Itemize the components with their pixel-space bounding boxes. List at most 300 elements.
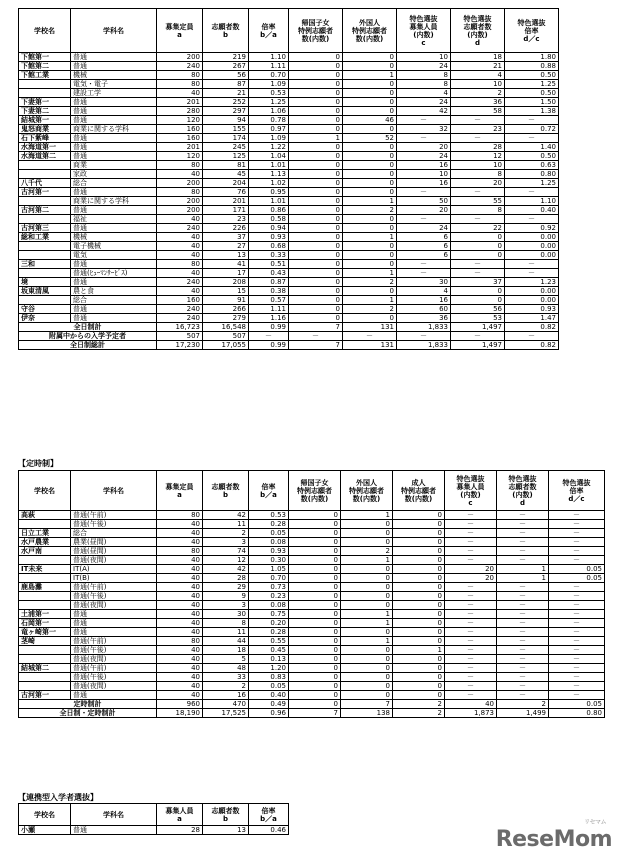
school-name-cell: 高萩 [19,511,71,520]
value-cell: 0.23 [249,592,289,601]
zennichi-header-row [19,9,559,53]
value-cell: 87 [203,80,249,89]
value-cell: 160 [157,125,203,134]
value-cell: 16 [203,691,249,700]
value-cell: 240 [157,305,203,314]
school-name-cell [19,215,71,224]
value-cell: 0 [341,601,393,610]
value-cell: 0 [451,287,505,296]
value-cell: 58 [451,107,505,116]
value-cell: 0 [289,655,341,664]
value-cell: － [549,628,605,637]
value-cell: 0.45 [249,646,289,655]
summary-label: 全日制計 [19,323,157,332]
value-cell: 36 [451,98,505,107]
course-cell: 普通(午前) [71,511,157,520]
value-cell: － [451,269,505,278]
summary-value: 131 [343,323,397,332]
value-cell: 0 [343,152,397,161]
value-cell: 16 [397,296,451,305]
value-cell: 0 [289,637,341,646]
value-cell: 200 [157,53,203,62]
column-header: 特色選抜 募集人員 (内数) c [445,471,497,511]
value-cell: 0 [289,161,343,170]
column-header: 募集定員 a [157,9,203,53]
value-cell: － [549,520,605,529]
value-cell: 0 [343,53,397,62]
value-cell: － [497,646,549,655]
value-cell: 12 [451,152,505,161]
value-cell: 20 [445,565,497,574]
table-row [19,565,605,574]
summary-value: － [505,332,559,341]
value-cell: 0 [289,188,343,197]
value-cell: 0 [289,529,341,538]
value-cell: 1.38 [505,107,559,116]
summary-value: 7 [341,700,393,709]
value-cell: 32 [397,125,451,134]
value-cell: 80 [157,260,203,269]
value-cell: － [505,269,559,278]
summary-value: 17,230 [157,341,203,350]
table-row [19,314,559,323]
column-header: 募集定員 a [157,471,203,511]
value-cell: 1.13 [249,170,289,179]
value-cell: － [549,538,605,547]
value-cell: － [497,538,549,547]
value-cell: 0.00 [505,233,559,242]
school-name-cell: 下館第二 [19,62,71,71]
course-cell: 普通 [71,116,157,125]
value-cell: 41 [203,260,249,269]
course-cell: 普通 [71,206,157,215]
course-cell: 普通(午前) [71,664,157,673]
value-cell: 18 [203,646,249,655]
course-cell: 普通 [71,314,157,323]
value-cell: 0 [393,691,445,700]
table-row [19,71,559,80]
value-cell: 0 [393,511,445,520]
value-cell: 240 [157,62,203,71]
value-cell: 80 [157,80,203,89]
value-cell: 0 [343,215,397,224]
summary-value: 960 [157,700,203,709]
value-cell: 0.94 [249,224,289,233]
value-cell: 125 [203,152,249,161]
value-cell: 1.80 [505,53,559,62]
value-cell: － [497,673,549,682]
value-cell: 40 [157,287,203,296]
value-cell: － [497,520,549,529]
column-header: 特色選抜 倍率 d／c [505,9,559,53]
summary-label: 全日制総計 [19,341,157,350]
table-row [19,116,559,125]
value-cell: 0 [451,296,505,305]
course-cell: 建設工学 [71,89,157,98]
value-cell: 1 [341,637,393,646]
value-cell: 0.46 [249,826,289,835]
summary-value: 0 [289,700,341,709]
value-cell: 76 [203,188,249,197]
value-cell: － [397,188,451,197]
table-row [19,188,559,197]
value-cell: 201 [157,143,203,152]
column-header: 学科名 [71,9,157,53]
course-cell: 普通 [71,224,157,233]
value-cell: 11 [203,520,249,529]
column-header: 成人 特例志願者 数(内数) [393,471,445,511]
column-header: 倍率 b／a [249,471,289,511]
value-cell: － [497,619,549,628]
value-cell: 0.93 [249,547,289,556]
value-cell: 42 [397,107,451,116]
value-cell: 28 [203,574,249,583]
table-row [19,305,559,314]
value-cell: － [445,547,497,556]
table-row [19,161,559,170]
table-row [19,260,559,269]
value-cell: 0 [341,682,393,691]
value-cell: 1 [343,71,397,80]
value-cell: 0 [289,646,341,655]
value-cell: 0.53 [249,89,289,98]
value-cell: － [497,637,549,646]
value-cell: 40 [157,565,203,574]
value-cell: － [445,655,497,664]
value-cell: 24 [397,224,451,233]
value-cell: － [549,556,605,565]
table-row [19,269,559,278]
table-row [19,547,605,556]
school-name-cell [19,89,71,98]
value-cell: － [451,215,505,224]
value-cell: 0 [289,538,341,547]
table-row [19,520,605,529]
value-cell: 120 [157,116,203,125]
school-name-cell: 竜ヶ崎第一 [19,628,71,637]
value-cell: 1 [497,565,549,574]
school-name-cell [19,161,71,170]
value-cell: 0.53 [249,511,289,520]
course-cell: 普通 [71,278,157,287]
summary-value: 1,833 [397,341,451,350]
table-row [19,107,559,116]
value-cell: 1.16 [249,314,289,323]
value-cell: 80 [157,71,203,80]
school-name-cell [19,574,71,583]
value-cell: 8 [203,619,249,628]
value-cell: 40 [157,592,203,601]
value-cell: － [497,610,549,619]
summary-value: 40 [445,700,497,709]
value-cell: 40 [157,583,203,592]
summary-value: 507 [203,332,249,341]
course-cell: 普通(昼間) [71,547,157,556]
course-cell: 機械 [71,233,157,242]
value-cell: 160 [157,134,203,143]
course-cell: 総合 [71,529,157,538]
table-row [19,62,559,71]
value-cell: 52 [343,134,397,143]
value-cell: 0 [289,592,341,601]
summary-value: 17,525 [203,709,249,718]
value-cell: 201 [157,98,203,107]
value-cell: 0.50 [505,89,559,98]
value-cell: 0 [343,314,397,323]
table-row [19,592,605,601]
value-cell: 0.08 [249,538,289,547]
table-row [19,691,605,700]
value-cell: 0 [343,260,397,269]
value-cell: 200 [157,179,203,188]
course-cell: 農業(昼間) [71,538,157,547]
summary-value: 0.05 [549,700,605,709]
value-cell: 6 [397,242,451,251]
value-cell: － [497,556,549,565]
value-cell: 0 [343,161,397,170]
value-cell: 208 [203,278,249,287]
value-cell: 1.10 [505,197,559,206]
value-cell: 0.00 [505,287,559,296]
value-cell: 8 [397,71,451,80]
value-cell: 0 [393,556,445,565]
school-name-cell [19,296,71,305]
value-cell: 0 [393,601,445,610]
table-row [19,80,559,89]
value-cell: 171 [203,206,249,215]
summary-value: 0.99 [249,323,289,332]
value-cell: 0 [289,206,343,215]
table-row [19,206,559,215]
value-cell: 28 [157,826,203,835]
value-cell: 21 [203,89,249,98]
value-cell: 10 [397,170,451,179]
value-cell: － [445,646,497,655]
summary-value: 1,833 [397,323,451,332]
value-cell: 240 [157,278,203,287]
value-cell: 1 [393,646,445,655]
value-cell: － [549,691,605,700]
value-cell: 1.40 [505,143,559,152]
table-row [19,296,559,305]
table-row [19,646,605,655]
summary-value: 0.80 [549,709,605,718]
value-cell: 0 [289,574,341,583]
value-cell: 0 [341,664,393,673]
value-cell: 0 [393,610,445,619]
summary-row [19,332,559,341]
value-cell: － [445,673,497,682]
course-cell: 普通 [71,107,157,116]
value-cell: － [445,556,497,565]
value-cell: 267 [203,62,249,71]
value-cell: － [497,691,549,700]
value-cell: － [497,592,549,601]
table-row [19,673,605,682]
summary-value: － [397,332,451,341]
school-name-cell [19,682,71,691]
value-cell: － [497,583,549,592]
value-cell: 0 [289,107,343,116]
value-cell: 12 [203,556,249,565]
value-cell: － [451,116,505,125]
column-header: 募集人員 a [157,804,203,826]
value-cell: 0.13 [249,655,289,664]
value-cell: 2 [343,305,397,314]
course-cell: 家政 [71,170,157,179]
value-cell: 0.78 [249,116,289,125]
column-header: 外国人 特例志願者 数(内数) [343,9,397,53]
summary-value: 0.99 [249,341,289,350]
table-row [19,278,559,287]
value-cell: 0 [289,71,343,80]
value-cell: 13 [203,251,249,260]
value-cell: 0 [393,547,445,556]
value-cell: 40 [157,664,203,673]
value-cell: 27 [203,242,249,251]
value-cell: 40 [157,601,203,610]
course-cell: IT(A) [71,565,157,574]
summary-value: 2 [497,700,549,709]
value-cell: 6 [397,233,451,242]
teiji-title: 【定時制】 [18,459,58,468]
value-cell: 0.05 [549,574,605,583]
value-cell: 22 [451,224,505,233]
value-cell: 0.97 [249,125,289,134]
course-cell: 普通 [71,610,157,619]
column-header: 学校名 [19,9,71,53]
summary-value: 0.82 [505,341,559,350]
value-cell: 0 [289,269,343,278]
value-cell: 80 [157,637,203,646]
value-cell: 1 [341,511,393,520]
value-cell: 240 [157,314,203,323]
course-cell: 総合 [71,179,157,188]
value-cell: 201 [203,197,249,206]
value-cell: － [445,610,497,619]
course-cell: 普通(午後) [71,592,157,601]
value-cell: 0 [393,628,445,637]
course-cell: 普通 [71,152,157,161]
school-name-cell: 伊奈 [19,314,71,323]
value-cell: － [549,682,605,691]
course-cell: 普通(夜間) [71,682,157,691]
value-cell: 0 [289,296,343,305]
value-cell: 120 [157,152,203,161]
value-cell: 33 [203,673,249,682]
school-name-cell: 古河第三 [19,224,71,233]
value-cell: － [549,601,605,610]
value-cell: 252 [203,98,249,107]
value-cell: － [397,134,451,143]
school-name-cell: 鹿島灘 [19,583,71,592]
value-cell: 1 [343,269,397,278]
value-cell: 40 [157,556,203,565]
value-cell: － [497,628,549,637]
value-cell: 0.51 [249,260,289,269]
school-name-cell: 土浦第一 [19,610,71,619]
value-cell: 266 [203,305,249,314]
value-cell: 0 [289,673,341,682]
school-name-cell [19,269,71,278]
value-cell: 4 [397,89,451,98]
table-row [19,233,559,242]
value-cell: 0 [341,673,393,682]
value-cell: 40 [157,574,203,583]
value-cell: 40 [157,610,203,619]
summary-value: 16,548 [203,323,249,332]
value-cell: 29 [203,583,249,592]
value-cell: － [445,619,497,628]
value-cell: 0.72 [505,125,559,134]
value-cell: 1.11 [249,62,289,71]
value-cell: 6 [397,251,451,260]
course-cell: 電子機械 [71,242,157,251]
course-cell: 普通 [71,188,157,197]
school-name-cell [19,655,71,664]
value-cell: 18 [451,53,505,62]
summary-value: 2 [393,700,445,709]
value-cell: 1 [341,610,393,619]
value-cell: 56 [451,305,505,314]
value-cell: 0 [289,583,341,592]
course-cell: 普通 [71,826,157,835]
school-name-cell: 日立工業 [19,529,71,538]
summary-row [19,341,559,350]
value-cell: 1 [341,619,393,628]
value-cell: 94 [203,116,249,125]
value-cell: 0 [289,179,343,188]
value-cell: 9 [203,592,249,601]
value-cell: 20 [445,574,497,583]
value-cell: 0 [393,592,445,601]
value-cell: 0.50 [505,71,559,80]
value-cell: 0 [343,287,397,296]
table-row [19,619,605,628]
value-cell: 0 [289,251,343,260]
school-name-cell [19,592,71,601]
value-cell: 40 [157,628,203,637]
value-cell: 0.28 [249,628,289,637]
value-cell: 1.50 [505,98,559,107]
value-cell: 0 [451,233,505,242]
renkei-table [18,803,289,835]
value-cell: 2 [343,278,397,287]
value-cell: 219 [203,53,249,62]
value-cell: 1 [289,134,343,143]
value-cell: 40 [157,529,203,538]
course-cell: 農と食 [71,287,157,296]
value-cell: 0 [289,143,343,152]
school-name-cell [19,80,71,89]
value-cell: 2 [341,547,393,556]
summary-value: － [249,332,289,341]
value-cell: 30 [203,610,249,619]
table-row [19,556,605,565]
column-header: 志願者数 b [203,804,249,826]
course-cell: 普通 [71,628,157,637]
column-header: 外国人 特例志願者 数(内数) [341,471,393,511]
value-cell: 0 [289,224,343,233]
value-cell: 0 [451,251,505,260]
table-row [19,529,605,538]
value-cell: 13 [203,826,249,835]
value-cell: 1.20 [249,664,289,673]
school-name-cell: 結城第二 [19,664,71,673]
value-cell: 0 [289,98,343,107]
column-header: 倍率 b／a [249,9,289,53]
value-cell: 1 [497,574,549,583]
